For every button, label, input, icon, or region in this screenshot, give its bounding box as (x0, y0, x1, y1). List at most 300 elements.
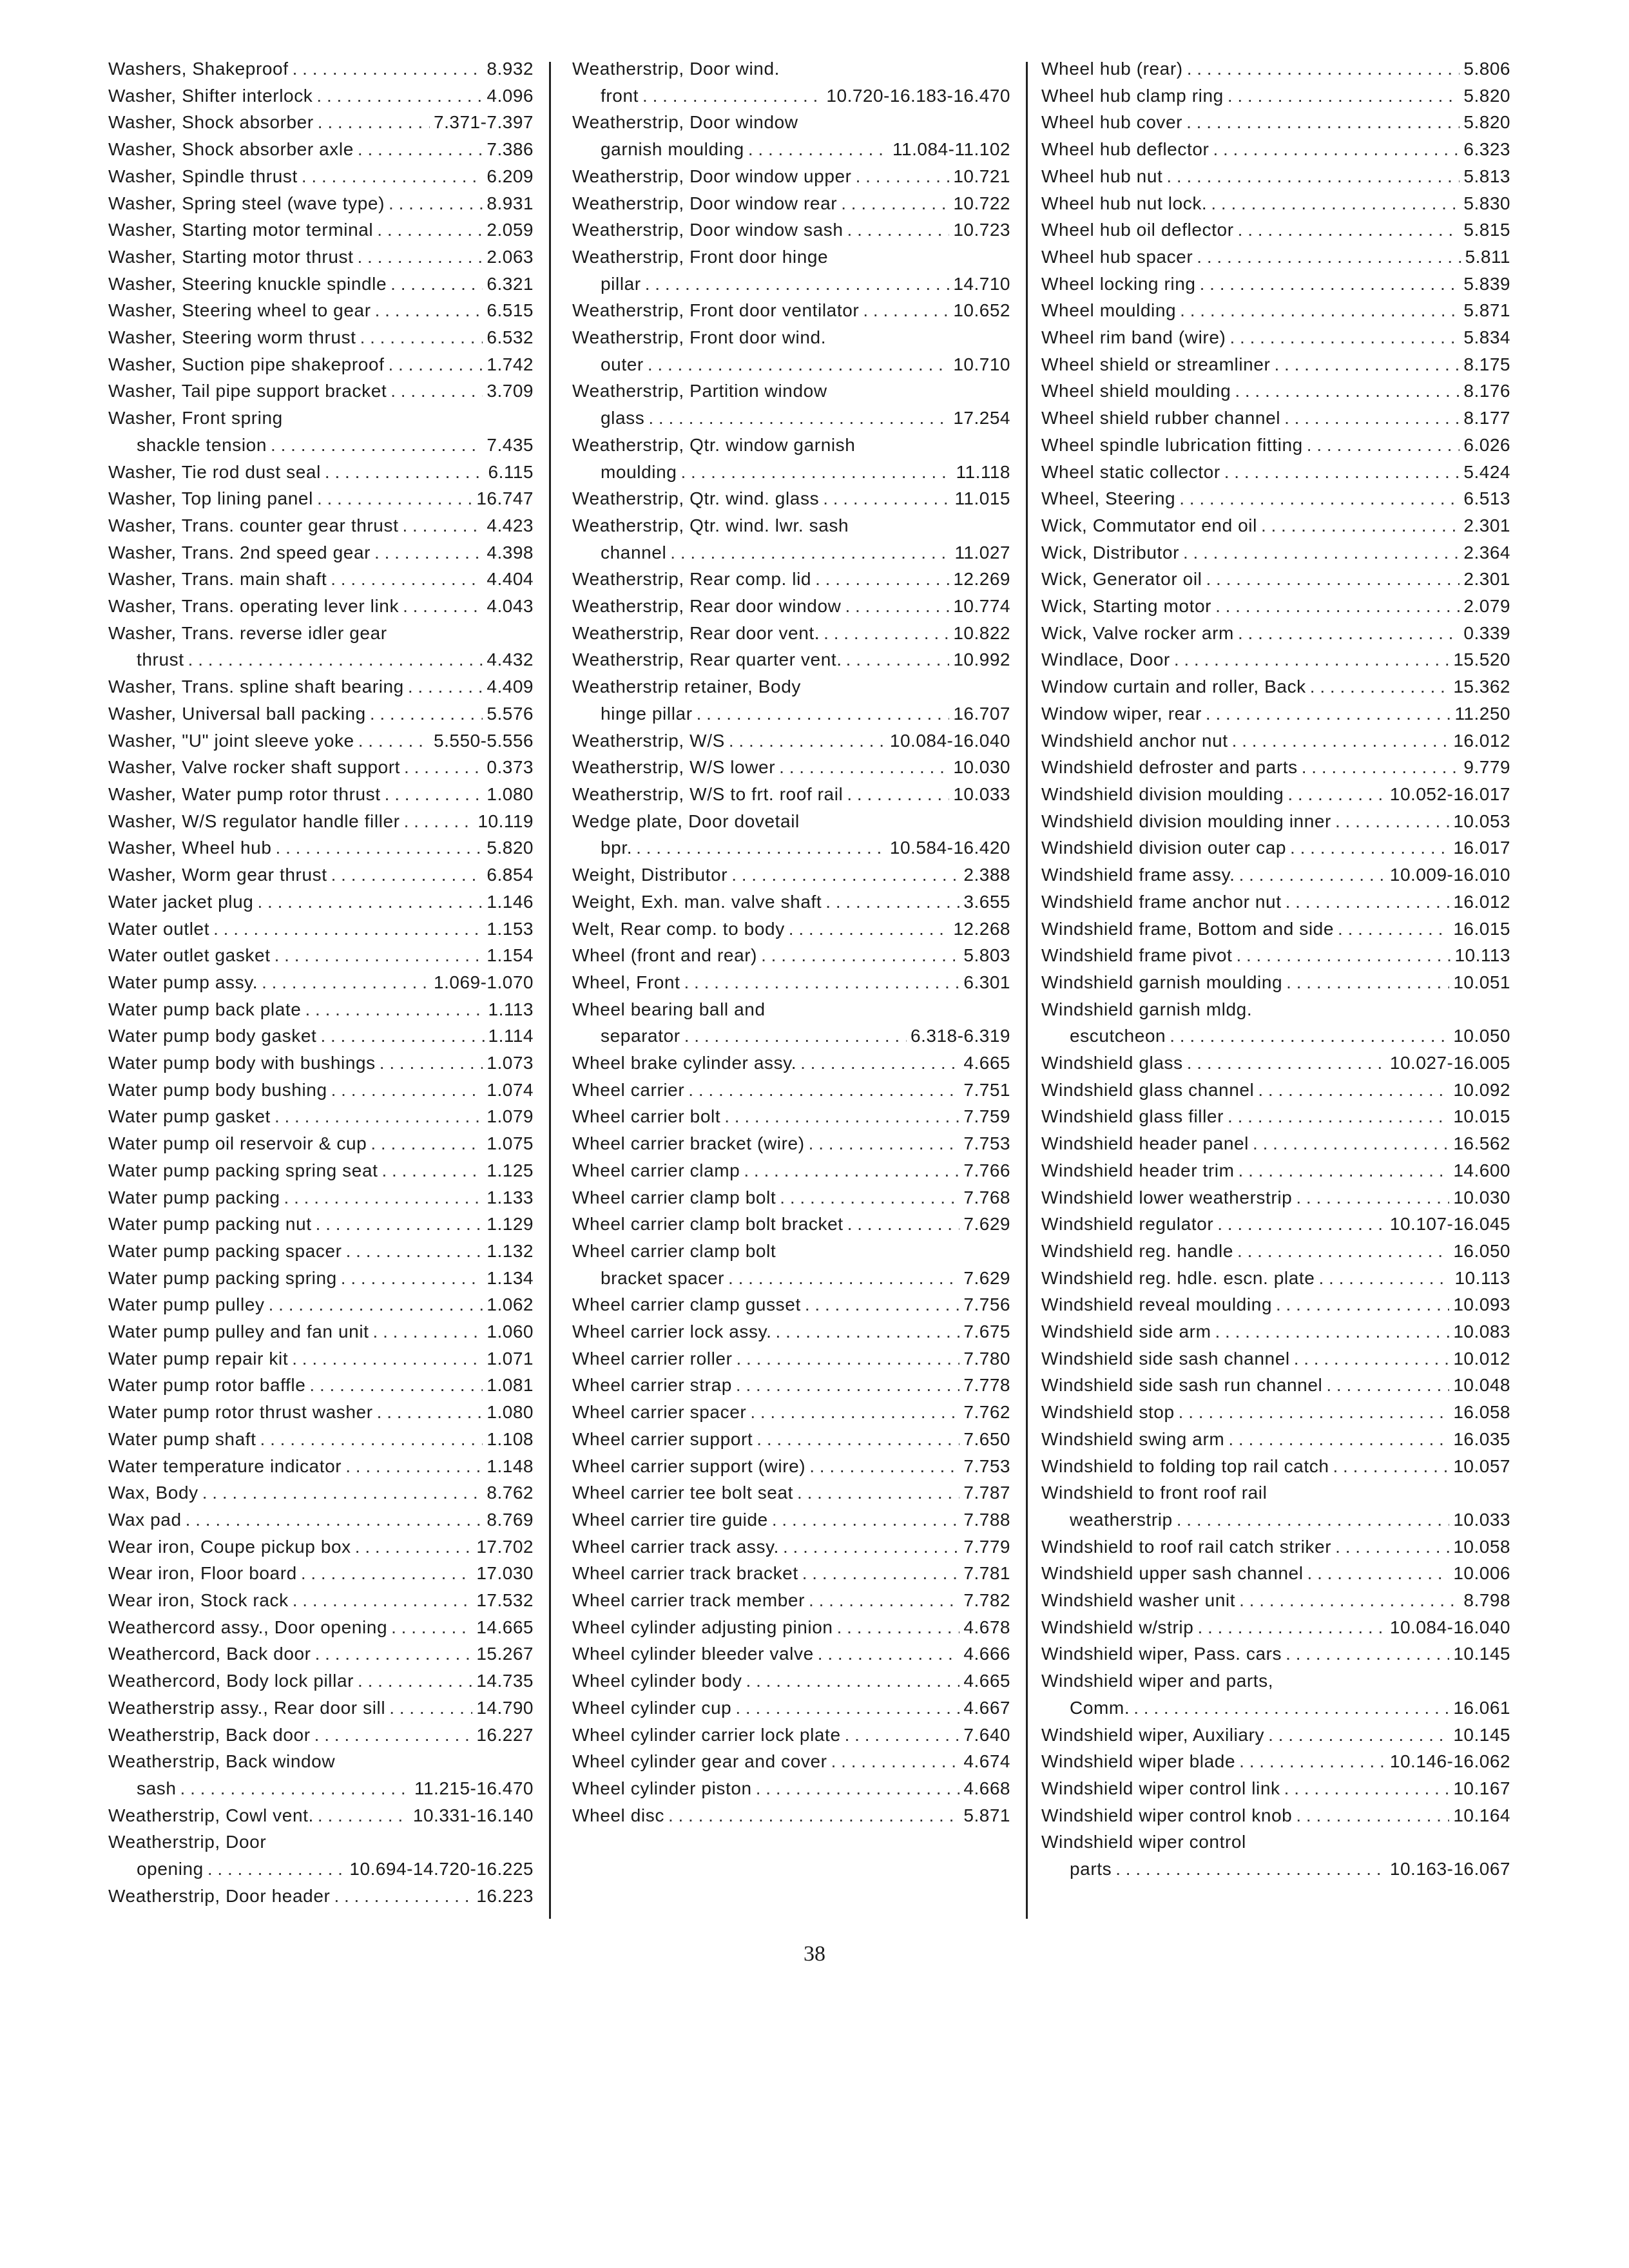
dot-leader (391, 1614, 472, 1641)
dot-leader (750, 1399, 959, 1426)
index-entry (1041, 1211, 1510, 1238)
index-entry (108, 727, 534, 754)
index-entry-line (108, 1802, 534, 1829)
index-entry-text: Wheel hub spacer (1041, 246, 1193, 267)
index-entry-part-number: 5.550-5.556 (434, 730, 534, 751)
index-entry-line (572, 1614, 1010, 1641)
index-entry-line (1041, 1802, 1510, 1829)
index-entry-heading: Weatherstrip, Door wind. (572, 59, 780, 79)
dot-leader (847, 216, 950, 244)
index-entry-part-number: 2.301 (1463, 515, 1510, 535)
index-entry-line (572, 1103, 1010, 1130)
index-entry (108, 190, 534, 217)
index-entry-text: Water outlet (108, 918, 210, 939)
index-entry-text: Washer, Steering knuckle spindle (108, 273, 387, 294)
index-entry-part-number: 1.134 (487, 1267, 534, 1288)
index-entry-part-number: 5.813 (1463, 166, 1510, 186)
dot-leader (293, 1587, 473, 1614)
index-entry (108, 378, 534, 405)
index-entry-part-number: 14.790 (476, 1697, 534, 1718)
index-entry-text: Weatherstrip, Door window sash (572, 220, 843, 240)
dot-leader (847, 1211, 960, 1238)
index-entry-text: Water pump repair kit (108, 1348, 289, 1369)
dot-leader (1239, 1157, 1450, 1184)
index-entry-text: Water temperature indicator (108, 1456, 342, 1476)
index-entry-part-number: 17.702 (476, 1536, 534, 1557)
index-entry-text: Wheel cylinder body (572, 1671, 742, 1691)
index-entry-text: Wheel (front and rear) (572, 945, 758, 966)
index-entry-text: Washer, Worm gear thrust (108, 865, 327, 885)
index-entry-text: Windshield side arm (1041, 1321, 1211, 1342)
index-entry-line (572, 1560, 1010, 1587)
index-entry-part-number: 10.092 (1453, 1079, 1510, 1100)
index-entry (572, 1479, 1010, 1506)
index-entry (108, 1291, 534, 1318)
index-entry-line (1041, 916, 1510, 943)
index-entry-line (1041, 324, 1510, 351)
index-entry (1041, 1587, 1510, 1614)
index-entry (1041, 271, 1510, 298)
index-entry-text: Wheel hub nut (1041, 166, 1163, 186)
index-entry-part-number: 16.012 (1453, 730, 1510, 751)
index-entry-line (1041, 1291, 1510, 1318)
dot-leader (1179, 485, 1460, 512)
index-entry-text: Comm. (1070, 1697, 1130, 1718)
index-entry-line (572, 942, 1010, 969)
index-entry-text: Weight, Distributor (572, 865, 728, 885)
index-entry-line (1041, 1077, 1510, 1104)
index-entry (1041, 1829, 1510, 1882)
index-entry-part-number: 4.665 (963, 1053, 1010, 1073)
index-entry-line (108, 1695, 534, 1722)
index-entry-text: Washer, Steering worm thrust (108, 327, 356, 348)
index-entry-line (108, 1587, 534, 1614)
index-entry-text: Windshield division moulding (1041, 783, 1284, 804)
index-entry-text: Weatherstrip, Door header (108, 1885, 331, 1906)
index-entry (108, 459, 534, 486)
index-entry-part-number: 2.059 (487, 220, 534, 240)
column-divider (549, 62, 551, 1919)
index-entry-text: Water pump packing spacer (108, 1240, 342, 1261)
dot-leader (358, 136, 483, 163)
index-entry-text: Wheel carrier track member (572, 1590, 805, 1611)
index-entry (1041, 1479, 1510, 1533)
index-entry-part-number: 7.781 (963, 1563, 1010, 1584)
index-entry-text: Windshield w/strip (1041, 1617, 1194, 1637)
index-entry-text: Wheel locking ring (1041, 273, 1196, 294)
dot-leader (317, 485, 472, 512)
index-entry-line (1041, 1506, 1510, 1533)
index-entry-text: Wheel shield rubber channel (1041, 408, 1281, 428)
index-entry-text: Windshield frame pivot (1041, 945, 1233, 966)
index-entry-line (108, 566, 534, 593)
index-entry-text: Windshield anchor nut (1041, 730, 1228, 751)
dot-leader (382, 1157, 483, 1184)
index-entry-text: Wick, Starting motor (1041, 596, 1212, 617)
dot-leader (315, 1640, 473, 1667)
dot-leader (302, 163, 483, 190)
index-entry (1041, 1748, 1510, 1775)
index-entry (572, 109, 1010, 162)
index-entry-line (572, 1265, 1010, 1292)
dot-leader (1253, 1130, 1449, 1157)
dot-leader (1284, 405, 1460, 432)
index-entry-line (572, 1695, 1010, 1722)
index-entry-part-number: 4.398 (487, 542, 534, 562)
index-entry-text: Windshield washer unit (1041, 1590, 1236, 1611)
index-entry-line (108, 1157, 534, 1184)
index-entry (1041, 351, 1510, 378)
dot-leader (389, 190, 483, 217)
index-entry (572, 55, 1010, 109)
index-entry-text: Weatherstrip, Door window rear (572, 193, 838, 213)
index-entry (108, 82, 534, 110)
index-entry (1041, 190, 1510, 217)
dot-leader (320, 1023, 484, 1050)
index-entry-line (108, 1640, 534, 1667)
dot-leader (1238, 620, 1460, 647)
dot-leader (757, 1426, 959, 1453)
dot-leader (1186, 109, 1460, 136)
index-entry-text: Water pump assy. (108, 972, 258, 992)
index-entry (572, 163, 1010, 190)
dot-leader (1211, 190, 1460, 217)
index-entry-line (1041, 1748, 1510, 1775)
dot-leader (1296, 1802, 1449, 1829)
index-entry-text: Windshield side sash run channel (1041, 1375, 1323, 1396)
index-entry-line (108, 1265, 534, 1292)
dot-leader (276, 834, 483, 861)
index-entry (1041, 324, 1510, 351)
index-entry-line (1041, 216, 1510, 244)
index-entry-line (1041, 1399, 1510, 1426)
index-entry-heading: Washer, Trans. reverse idler gear (108, 622, 387, 643)
index-entry-line (1041, 297, 1510, 324)
index-entry-part-number: 10.052-16.017 (1389, 783, 1510, 804)
dot-leader (1224, 459, 1460, 486)
index-entry-part-number: 10.164 (1453, 1805, 1510, 1825)
index-entry-line (108, 1533, 534, 1561)
index-entry-line (572, 593, 1010, 620)
index-entry-part-number: 10.083 (1453, 1321, 1510, 1342)
index-entry-part-number: 5.834 (1463, 327, 1510, 348)
index-entry-part-number: 7.371-7.397 (434, 112, 534, 133)
index-entry (108, 1184, 534, 1211)
index-entry-line (572, 163, 1010, 190)
dot-leader (389, 1695, 472, 1722)
dot-leader (257, 889, 483, 916)
index-entry (1041, 405, 1510, 432)
index-entry-line (1041, 405, 1510, 432)
index-entry-text: Wheel carrier track bracket (572, 1563, 798, 1584)
index-entry-part-number: 0.373 (487, 757, 534, 778)
index-entry (572, 1533, 1010, 1561)
index-entry-part-number: 10.652 (953, 300, 1010, 321)
index-entry-text: Weatherstrip, W/S lower (572, 757, 776, 778)
index-entry (572, 1722, 1010, 1749)
index-entry (108, 1399, 534, 1426)
index-entry-part-number: 7.640 (963, 1724, 1010, 1745)
index-entry-text: Water pump packing spring seat (108, 1160, 378, 1180)
dot-leader (1338, 916, 1449, 943)
index-entry-line (1041, 1722, 1510, 1749)
index-entry-text: Wheel carrier roller (572, 1348, 733, 1369)
index-entry-text: Water pump back plate (108, 999, 302, 1019)
index-entry-text: Wear iron, Stock rack (108, 1590, 289, 1611)
index-entry (108, 1157, 534, 1184)
dot-leader (680, 459, 952, 486)
index-entry-text: Wheel shield or streamliner (1041, 354, 1271, 374)
dot-leader (688, 1077, 959, 1104)
index-entry-part-number: 7.675 (963, 1321, 1010, 1342)
dot-leader (375, 297, 483, 324)
index-entry-part-number: 16.017 (1453, 838, 1510, 858)
index-entry-part-number: 8.175 (1463, 354, 1510, 374)
index-entry-part-number: 3.655 (963, 891, 1010, 912)
index-entry-text: Wheel carrier tire guide (572, 1509, 768, 1530)
index-entry-text: Wheel shield moulding (1041, 381, 1231, 401)
dot-leader (316, 1211, 483, 1238)
index-entry-line (1041, 55, 1510, 82)
index-entry (572, 485, 1010, 512)
index-entry-line (108, 1722, 534, 1749)
dot-leader (380, 1050, 483, 1077)
index-entry-text: Wheel hub clamp ring (1041, 85, 1224, 106)
dot-leader (1215, 593, 1460, 620)
index-entry-part-number: 16.223 (476, 1885, 534, 1906)
index-entry-line (1041, 1211, 1510, 1238)
index-entry-part-number: 7.766 (963, 1160, 1010, 1180)
index-entry-part-number: 16.012 (1453, 891, 1510, 912)
index-entry-line (108, 1453, 534, 1480)
dot-leader (377, 1399, 483, 1426)
index-entry-part-number: 1.742 (487, 354, 534, 374)
index-entry-text: Windshield reg. hdle. escn. plate (1041, 1267, 1315, 1288)
index-entry-line (572, 1640, 1010, 1667)
index-entry-part-number: 4.665 (963, 1671, 1010, 1691)
index-entry (1041, 163, 1510, 190)
index-entry-part-number: 7.768 (963, 1187, 1010, 1207)
index-entry-line (572, 136, 1010, 163)
index-entry (108, 1748, 534, 1802)
index-entry-part-number: 12.268 (953, 918, 1010, 939)
index-entry-part-number: 1.062 (487, 1294, 534, 1315)
index-entry (108, 593, 534, 620)
index-entry-part-number: 10.027-16.005 (1389, 1053, 1510, 1073)
index-entry (108, 271, 534, 298)
index-entry-line (1041, 459, 1510, 486)
index-entry-part-number: 7.788 (963, 1509, 1010, 1530)
index-entry-line (572, 861, 1010, 889)
index-entry-part-number: 7.650 (963, 1428, 1010, 1449)
index-entry-part-number: 5.424 (1463, 461, 1510, 482)
index-entry-part-number: 10.030 (1453, 1187, 1510, 1207)
index-entry-part-number: 11.084-11.102 (892, 139, 1010, 160)
index-entry-line (572, 190, 1010, 217)
index-entry-text: Windshield stop (1041, 1402, 1175, 1423)
index-entry-text: Weatherstrip, Front door ventilator (572, 300, 860, 321)
index-entry-text: Washer, Starting motor thrust (108, 246, 354, 267)
index-entry-line (108, 82, 534, 110)
dot-leader (746, 1667, 960, 1695)
index-entry-text: Washer, Starting motor terminal (108, 220, 374, 240)
dot-leader (809, 1587, 959, 1614)
index-entry-text: Washer, Trans. operating lever link (108, 596, 400, 617)
index-entry-part-number: 2.063 (487, 246, 534, 267)
dot-leader (358, 244, 483, 271)
index-entry (572, 781, 1010, 808)
dot-leader (1206, 700, 1451, 727)
index-entry-part-number: 1.133 (487, 1187, 534, 1207)
index-entry (108, 1506, 534, 1533)
index-entry (108, 55, 534, 82)
index-entry-line (572, 1023, 1010, 1050)
index-entry-text: Windshield regulator (1041, 1214, 1214, 1235)
index-entry-part-number: 4.432 (487, 649, 534, 670)
dot-leader (1170, 1023, 1449, 1050)
index-entry-text: Windshield to roof rail catch striker (1041, 1536, 1332, 1557)
index-entry-line (1041, 1157, 1510, 1184)
index-entry (1041, 109, 1510, 136)
dot-leader (180, 1775, 410, 1802)
index-entry (572, 1426, 1010, 1453)
dot-leader (761, 942, 959, 969)
index-entry-line (108, 297, 534, 324)
index-entry-line (572, 1426, 1010, 1453)
index-entry-part-number: 8.769 (487, 1509, 534, 1530)
index-entry-part-number: 10.720-16.183-16.470 (826, 85, 1010, 106)
index-entry-line (572, 1667, 1010, 1695)
index-entry (1041, 942, 1510, 969)
dot-leader (1197, 1614, 1385, 1641)
index-column-2 (572, 55, 1010, 1924)
index-entry-part-number: 10.051 (1453, 972, 1510, 992)
index-entry-text: Wheel carrier strap (572, 1375, 732, 1396)
index-entry (572, 1345, 1010, 1372)
dot-leader (797, 1479, 959, 1506)
index-entry-text: Water pump packing (108, 1187, 280, 1207)
index-entry-part-number: 10.084-16.040 (1389, 1617, 1510, 1637)
dot-leader (1333, 1453, 1450, 1480)
index-entry-text: Windshield division outer cap (1041, 838, 1287, 858)
index-entry-line (572, 781, 1010, 808)
index-entry-line (108, 727, 534, 754)
index-entry-part-number: 6.026 (1463, 434, 1510, 455)
dot-leader (331, 861, 483, 889)
dot-leader (1287, 781, 1386, 808)
index-entry-text: Weatherstrip, W/S (572, 730, 725, 751)
index-entry-line (572, 1453, 1010, 1480)
index-entry (108, 620, 534, 673)
index-entry (572, 754, 1010, 781)
index-entry-line (572, 297, 1010, 324)
dot-leader (1335, 1533, 1449, 1561)
dot-leader (724, 1103, 959, 1130)
index-entry (572, 889, 1010, 916)
index-entry-text: Washers, Shakeproof (108, 59, 289, 79)
index-entry (572, 1130, 1010, 1157)
index-entry-line (1041, 244, 1510, 271)
index-entry-text: Wheel carrier (572, 1079, 685, 1100)
index-entry-line (108, 216, 534, 244)
index-entry-line (572, 539, 1010, 566)
index-entry-text: escutcheon (1070, 1026, 1166, 1046)
index-entry-line (1041, 378, 1510, 405)
index-entry-part-number: 7.762 (963, 1402, 1010, 1423)
index-entry-text: Windshield wiper control link (1041, 1778, 1280, 1798)
index-entry-part-number: 5.815 (1463, 220, 1510, 240)
index-entry-line (572, 1184, 1010, 1211)
index-entry-heading: Washer, Front spring (108, 408, 283, 428)
index-entry (572, 244, 1010, 297)
index-entry (108, 673, 534, 700)
index-entry-text: Wheel static collector (1041, 461, 1220, 482)
index-entry (1041, 432, 1510, 459)
index-entry-part-number: 15.267 (476, 1644, 534, 1664)
index-entry-text: Wheel, Steering (1041, 488, 1176, 509)
index-entry-part-number: 7.778 (963, 1375, 1010, 1396)
index-entry-line (1041, 834, 1510, 861)
dot-leader (744, 1157, 959, 1184)
index-entry (108, 351, 534, 378)
index-entry-part-number: 7.629 (963, 1267, 1010, 1288)
dot-leader (260, 1426, 483, 1453)
dot-leader (846, 646, 950, 673)
index-entry-line (1041, 942, 1510, 969)
index-entry-line (108, 324, 534, 351)
index-entry-part-number: 1.146 (487, 891, 534, 912)
dot-leader (809, 1130, 960, 1157)
index-entry-line (108, 1614, 534, 1641)
index-entry-part-number: 8.931 (487, 193, 534, 213)
index-entry-text: Water pump gasket (108, 1106, 271, 1127)
index-entry-line (108, 1399, 534, 1426)
index-entry (572, 1291, 1010, 1318)
index-entry-text: Washer, W/S regulator handle filler (108, 811, 400, 831)
dot-leader (697, 700, 950, 727)
index-entry-text: Windshield swing arm (1041, 1428, 1225, 1449)
dot-leader (1228, 82, 1460, 110)
index-entry-text: Wheel hub deflector (1041, 139, 1210, 160)
dot-leader (301, 1560, 473, 1587)
index-entry (1041, 1184, 1510, 1211)
index-entry (572, 1802, 1010, 1829)
index-entry (572, 1184, 1010, 1211)
dot-leader (818, 1640, 960, 1667)
dot-leader (1177, 1506, 1450, 1533)
dot-leader (358, 1667, 472, 1695)
dot-leader (345, 1453, 483, 1480)
index-entry-text: Windshield glass (1041, 1053, 1183, 1073)
index-entry-line (572, 646, 1010, 673)
dot-leader (1180, 297, 1460, 324)
dot-leader (1115, 1856, 1386, 1883)
index-entry-line (108, 969, 534, 996)
index-entry-text: Water jacket plug (108, 891, 254, 912)
index-entry-line (572, 351, 1010, 378)
index-entry (572, 969, 1010, 996)
index-entry (572, 1640, 1010, 1667)
dot-leader (636, 834, 886, 861)
index-entry (572, 1157, 1010, 1184)
index-entry-line (1041, 969, 1510, 996)
index-entry (108, 216, 534, 244)
dot-leader (756, 1775, 960, 1802)
index-entry (1041, 861, 1510, 889)
index-entry (1041, 1560, 1510, 1587)
index-entry-text: Weight, Exh. man. valve shaft (572, 891, 822, 912)
index-entry-part-number: 1.153 (487, 918, 534, 939)
